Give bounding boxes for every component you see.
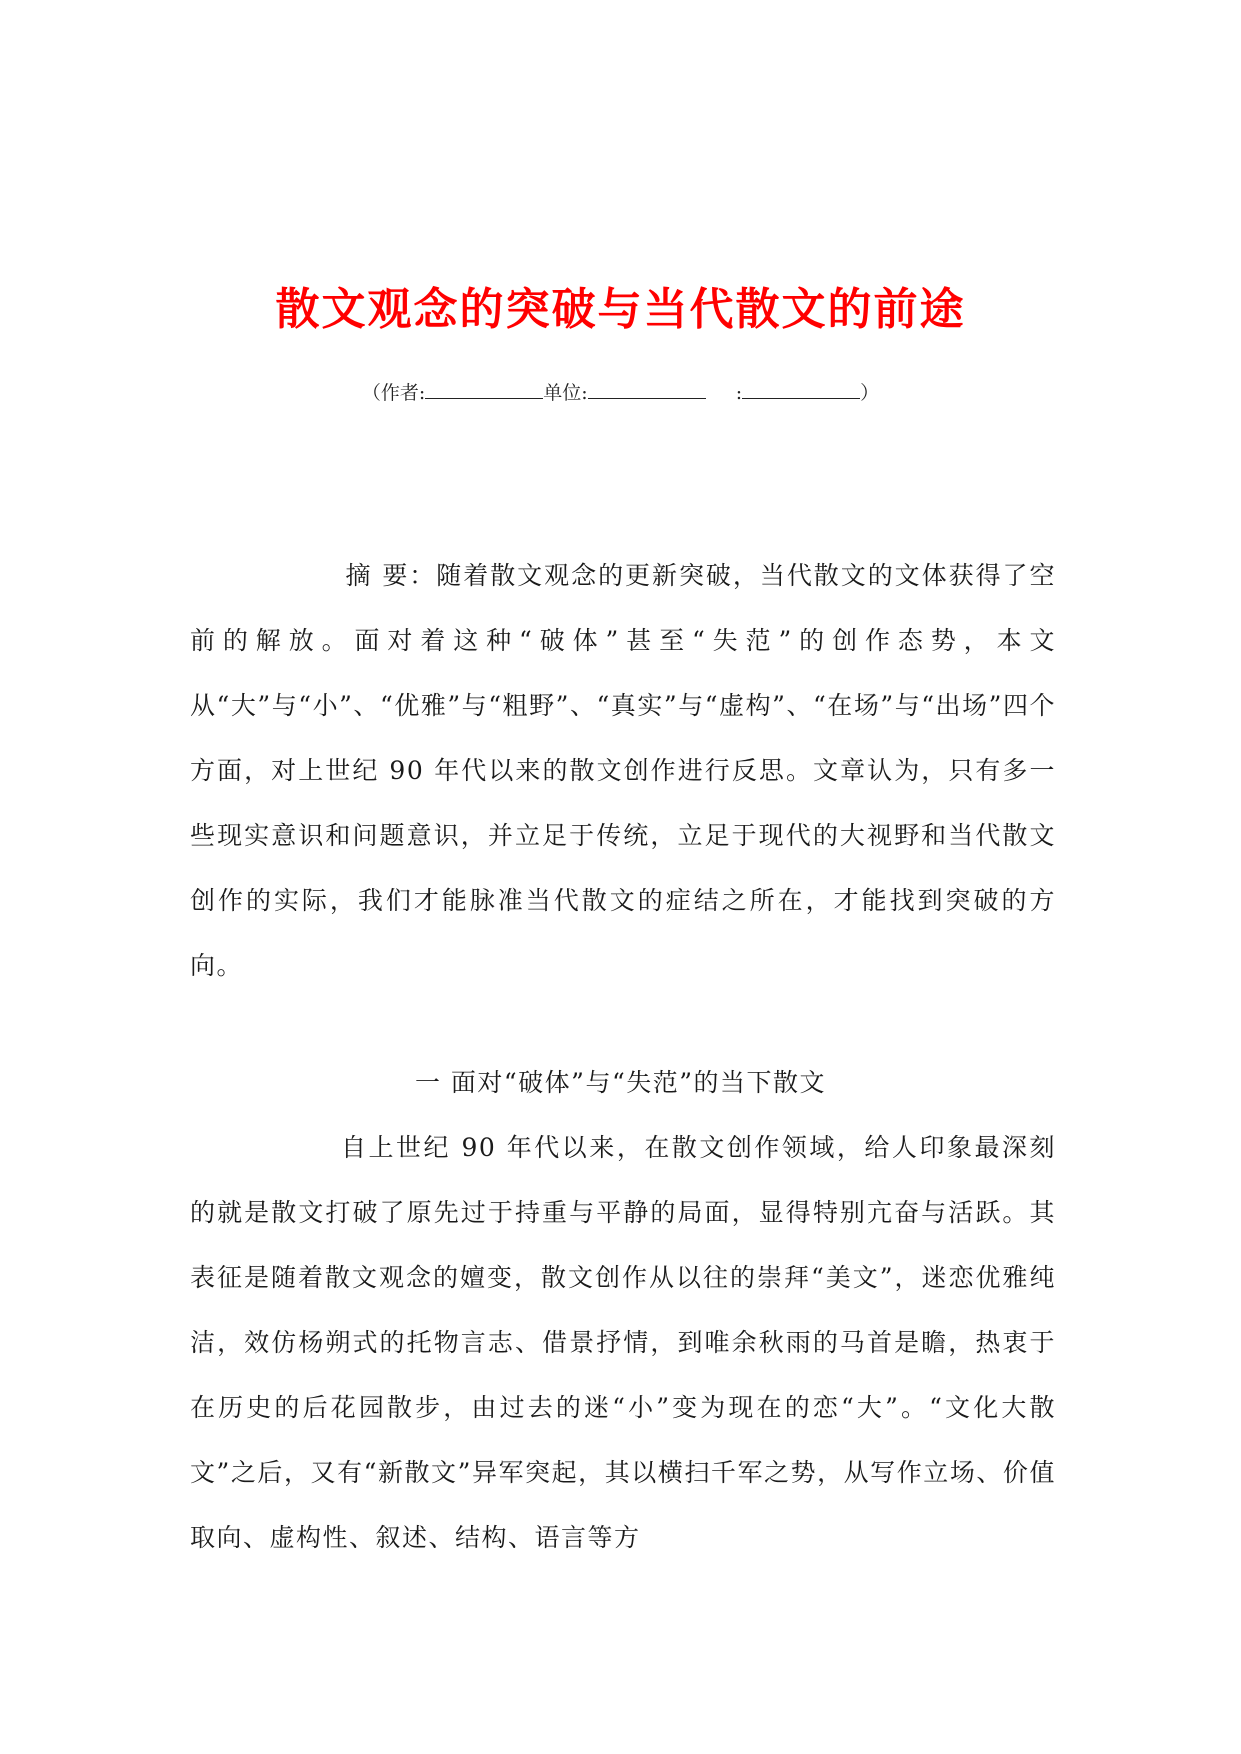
document-title: 散文观念的突破与当代散文的前途 (275, 284, 966, 335)
abstract-paragraph (190, 543, 1056, 998)
section-1-paragraph (190, 1115, 1056, 1570)
unit-blank-line (588, 378, 706, 399)
author-blank-line (425, 378, 543, 399)
abstract-text: 随着散文观念的更新突破，当代散文的文体获得了空前的解放。面对着这种“破体”甚至“失范”的创作态势，本文从“大”与“小”、“优雅”与“粗野”、“真实”与“虚构”、“在场”与“出场”四个方面，对上世纪 90 年代以来的散文创作进行反思。文章认为，只有多一些现实意识和问题意识，并立足于传统，立足于现代的大视野和当代散文创作的实际，我们才能脉准当代散文的症结之所在，才能找到突破的方向。 (190, 561, 1056, 980)
section-1-paragraph-text: 自上世纪 90 年代以来，在散文创作领域，给人印象最深刻的就是散文打破了原先过于持重与平静的局面，显得特别亢奋与活跃。其表征是随着散文观念的嬗变，散文创作从以往的崇拜“美文”，迷恋优雅纯洁，效仿杨朔式的托物言志、借景抒情，到唯余秋雨的马首是瞻，热衷于在历史的后花园散步，由过去的迷“小”变为现在的恋“大”。“文化大散文”之后，又有“新散文”异军突起，其以横扫千军之势，从写作立场、价值取向、虚构性、叙述、结构、语言等方 (190, 1133, 1056, 1552)
byline-third-label: : (735, 382, 743, 404)
abstract-label: 摘 要： (345, 561, 437, 590)
byline-author-label: （作者: (361, 382, 426, 404)
author-byline (0, 378, 1241, 407)
byline-close: ） (860, 382, 880, 404)
third-blank-line (742, 378, 860, 399)
byline-unit-label: 单位: (543, 382, 588, 404)
section-heading-1: 一 面对“破体”与“失范”的当下散文 (414, 1068, 827, 1097)
